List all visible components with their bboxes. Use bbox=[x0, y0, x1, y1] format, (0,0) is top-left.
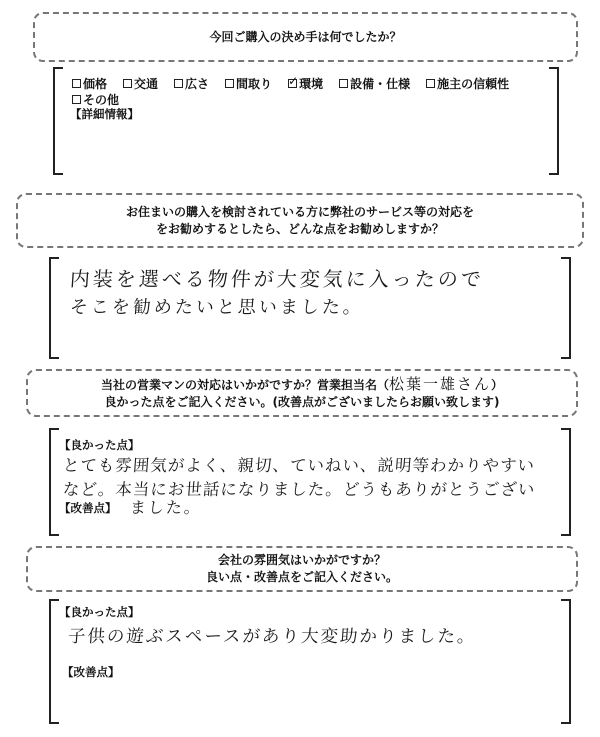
q4-improve-label: 【改善点】 bbox=[62, 665, 120, 679]
question-3-line-2: 良かった点をご記入ください。(改善点がございましたらお願い致します) bbox=[104, 394, 500, 409]
q3-good-label: 【良かった点】 bbox=[59, 438, 140, 452]
option-transport[interactable]: 交通 bbox=[123, 75, 158, 92]
question-3-line-1: 当社の営業マンの対応はいかがですか？営業担当名（松葉一雄さん） bbox=[100, 374, 504, 393]
option-builder-trust[interactable]: 施主の信頼性 bbox=[426, 75, 509, 92]
question-1-box bbox=[33, 12, 578, 62]
q3-improve-label: 【改善点】 bbox=[59, 501, 117, 515]
checkbox-icon[interactable] bbox=[426, 79, 435, 88]
answer-4-good-text: 子供の遊ぶスペースがあり大変助かりました。 bbox=[67, 627, 478, 647]
option-other[interactable]: その他 bbox=[72, 91, 119, 108]
checkbox-icon[interactable] bbox=[72, 95, 81, 104]
q4-good-label: 【良かった点】 bbox=[59, 605, 140, 619]
q1-detail-label: 【詳細情報】 bbox=[70, 107, 139, 121]
question-1-text: 今回ご購入の決め手は何でしたか？ bbox=[209, 29, 402, 44]
checked-checkbox-icon[interactable] bbox=[288, 79, 297, 88]
option-layout[interactable]: 間取り bbox=[225, 75, 272, 92]
checkbox-icon[interactable] bbox=[225, 79, 234, 88]
answer-3-improve-text: ました。 bbox=[129, 498, 203, 517]
option-environment[interactable]: ✓ 環境 bbox=[288, 75, 323, 92]
checkbox-icon[interactable] bbox=[72, 79, 81, 88]
question-3-box bbox=[26, 369, 578, 417]
option-facilities[interactable]: 設備・仕様 bbox=[339, 75, 410, 92]
question-2-box bbox=[16, 193, 584, 248]
question-4-line-2: 良い点・改善点をご記入ください。 bbox=[205, 570, 398, 584]
sales-rep-name: 松葉一雄さん bbox=[388, 374, 491, 393]
answer-3-good-line-2: など。本当にお世話になりました。どうもありがとうござい bbox=[62, 480, 537, 499]
option-size[interactable]: 広さ bbox=[174, 75, 209, 92]
question-2-line-1: お住まいの購入を検討されている方に弊社のサービス等の対応を bbox=[125, 204, 474, 219]
answer-2-line-2: そこを勧めたいと思いました。 bbox=[69, 297, 365, 318]
question-4-line-1: 会社の雰囲気はいかがですか？ bbox=[217, 553, 386, 567]
checkbox-icon[interactable] bbox=[174, 79, 183, 88]
answer-3-good-line-1: とても雰囲気がよく、親切、ていねい、説明等わかりやすい bbox=[62, 456, 536, 475]
question-4-box bbox=[26, 546, 578, 592]
answer-2-line-1: 内装を選べる物件が大変気に入ったので bbox=[69, 267, 485, 291]
q1-options-row-1 bbox=[72, 75, 509, 92]
checkbox-icon[interactable] bbox=[339, 79, 348, 88]
option-price[interactable]: 価格 bbox=[72, 75, 107, 92]
checkbox-icon[interactable] bbox=[123, 79, 132, 88]
question-2-line-2: をお勧めするとしたら、どんな点をお勧めしますか？ bbox=[155, 221, 444, 236]
